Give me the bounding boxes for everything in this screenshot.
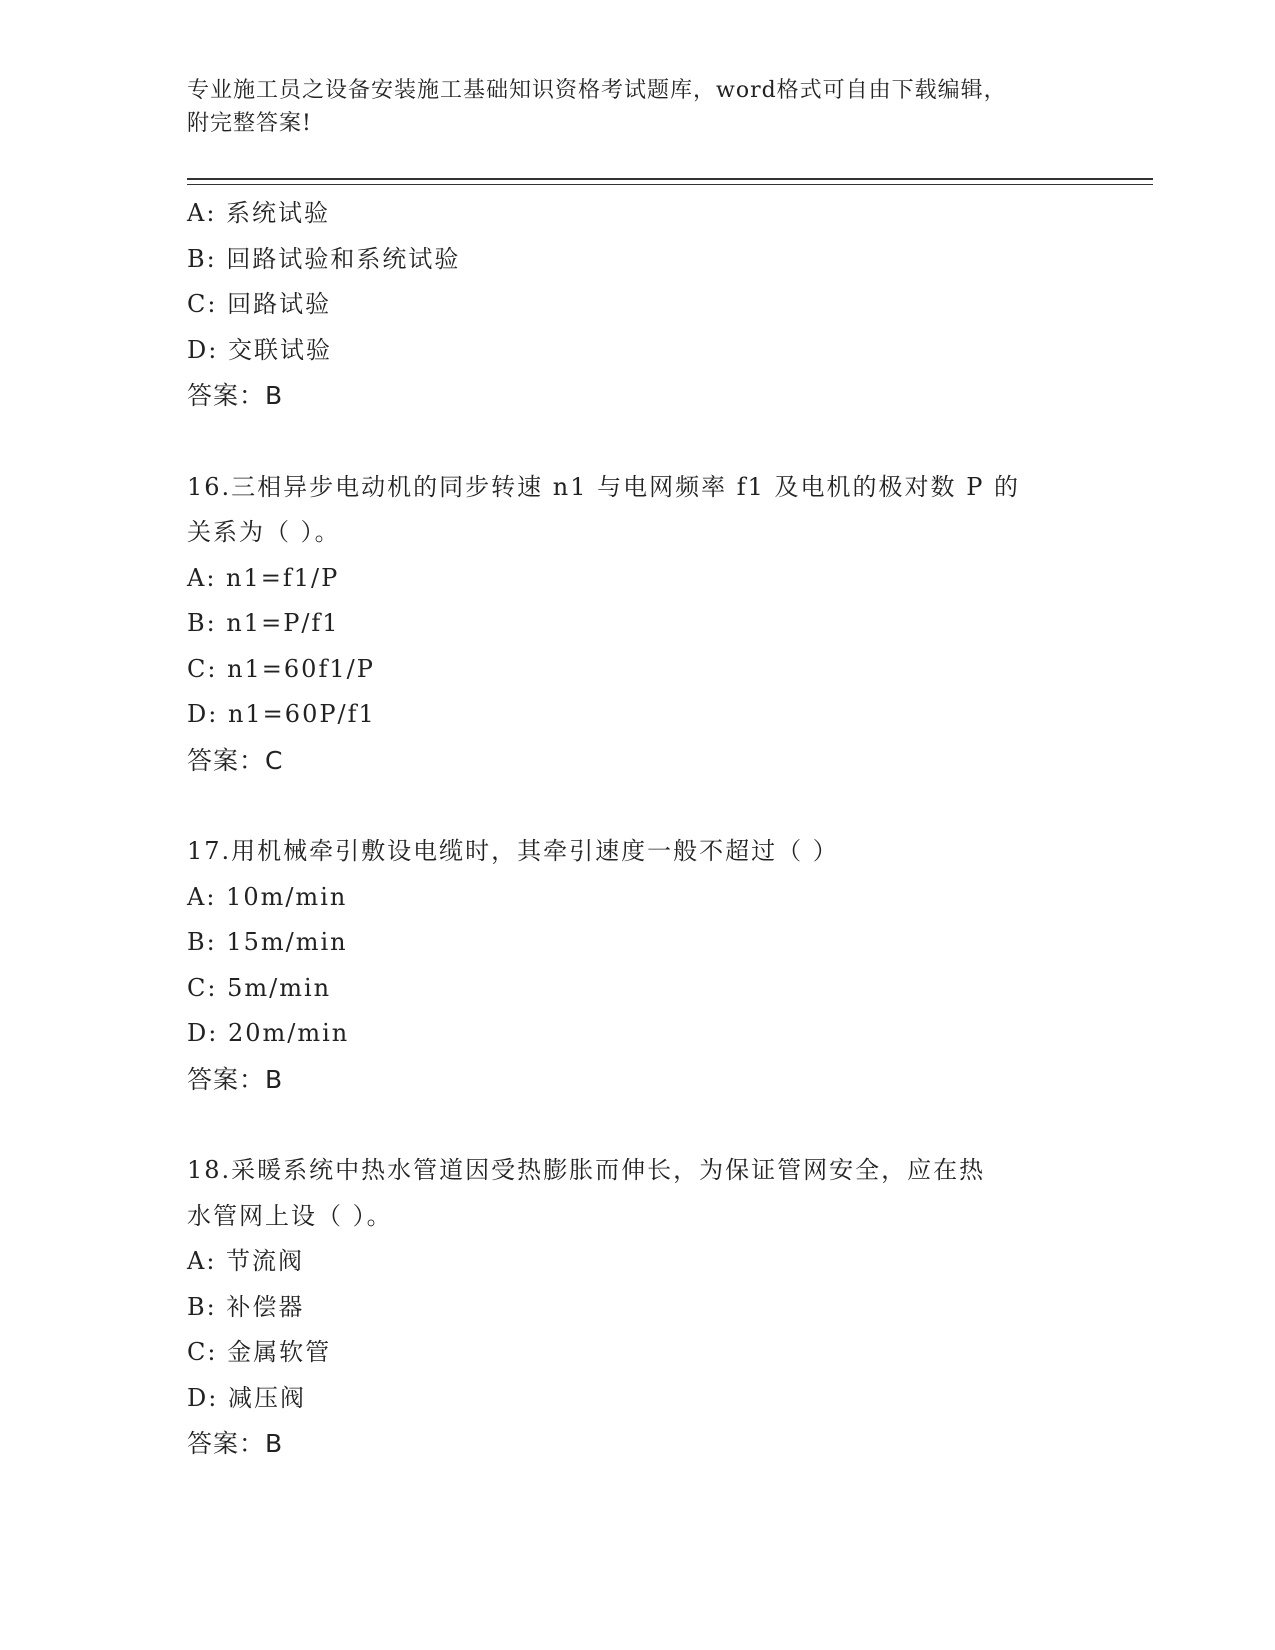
question-stem-line-1: 17.用机械牵引敷设电缆时，其牵引速度一般不超过（ ）	[187, 837, 839, 865]
question-stem-line-2: 关系为（ ）。	[187, 518, 341, 546]
spacer	[187, 1102, 1087, 1148]
question-15	[187, 191, 1087, 419]
option-d: D: n1=60P/f1	[187, 700, 376, 728]
spacer	[187, 783, 1087, 829]
spacer	[187, 419, 1087, 465]
header-divider-thick	[187, 178, 1153, 180]
question-16	[187, 465, 1087, 784]
option-a: A: n1=f1/P	[187, 563, 340, 592]
header-line-2: 附完整答案!	[187, 111, 312, 136]
option-b: B: 15m/min	[187, 928, 348, 956]
answer: 答案：C	[187, 745, 284, 775]
question-stem-line-1: 18.采暖系统中热水管道因受热膨胀而伸长，为保证管网安全，应在热	[187, 1156, 986, 1184]
option-d: D: 减压阀	[187, 1383, 306, 1412]
question-list	[187, 191, 1087, 1467]
answer: 答案：B	[187, 1064, 284, 1094]
option-c: C: 5m/min	[187, 973, 332, 1002]
question-18	[187, 1148, 1087, 1467]
option-d: D: 交联试验	[187, 335, 332, 364]
question-stem-line-2: 水管网上设（ ）。	[187, 1201, 393, 1230]
option-a: A: 系统试验	[187, 199, 331, 227]
option-b: B: 补偿器	[187, 1292, 305, 1321]
document-header	[187, 74, 1067, 140]
option-c: C: 金属软管	[187, 1338, 332, 1366]
header-divider-thin	[187, 184, 1153, 185]
option-a: A: 节流阀	[187, 1247, 305, 1275]
header-line-1: 专业施工员之设备安装施工基础知识资格考试题库，word格式可自由下载编辑，	[187, 78, 1007, 103]
question-stem-line-1: 16.三相异步电动机的同步转速 n1 与电网频率 f1 及电机的极对数 P 的	[187, 472, 1020, 501]
answer: 答案：B	[187, 1429, 284, 1458]
option-d: D: 20m/min	[187, 1019, 350, 1047]
option-c: C: n1=60f1/P	[187, 654, 375, 683]
option-b: B: 回路试验和系统试验	[187, 244, 461, 273]
option-a: A: 10m/min	[187, 882, 348, 911]
option-c: C: 回路试验	[187, 290, 332, 318]
question-17	[187, 829, 1087, 1102]
option-b: B: n1=P/f1	[187, 609, 340, 637]
answer: 答案：B	[187, 381, 284, 410]
